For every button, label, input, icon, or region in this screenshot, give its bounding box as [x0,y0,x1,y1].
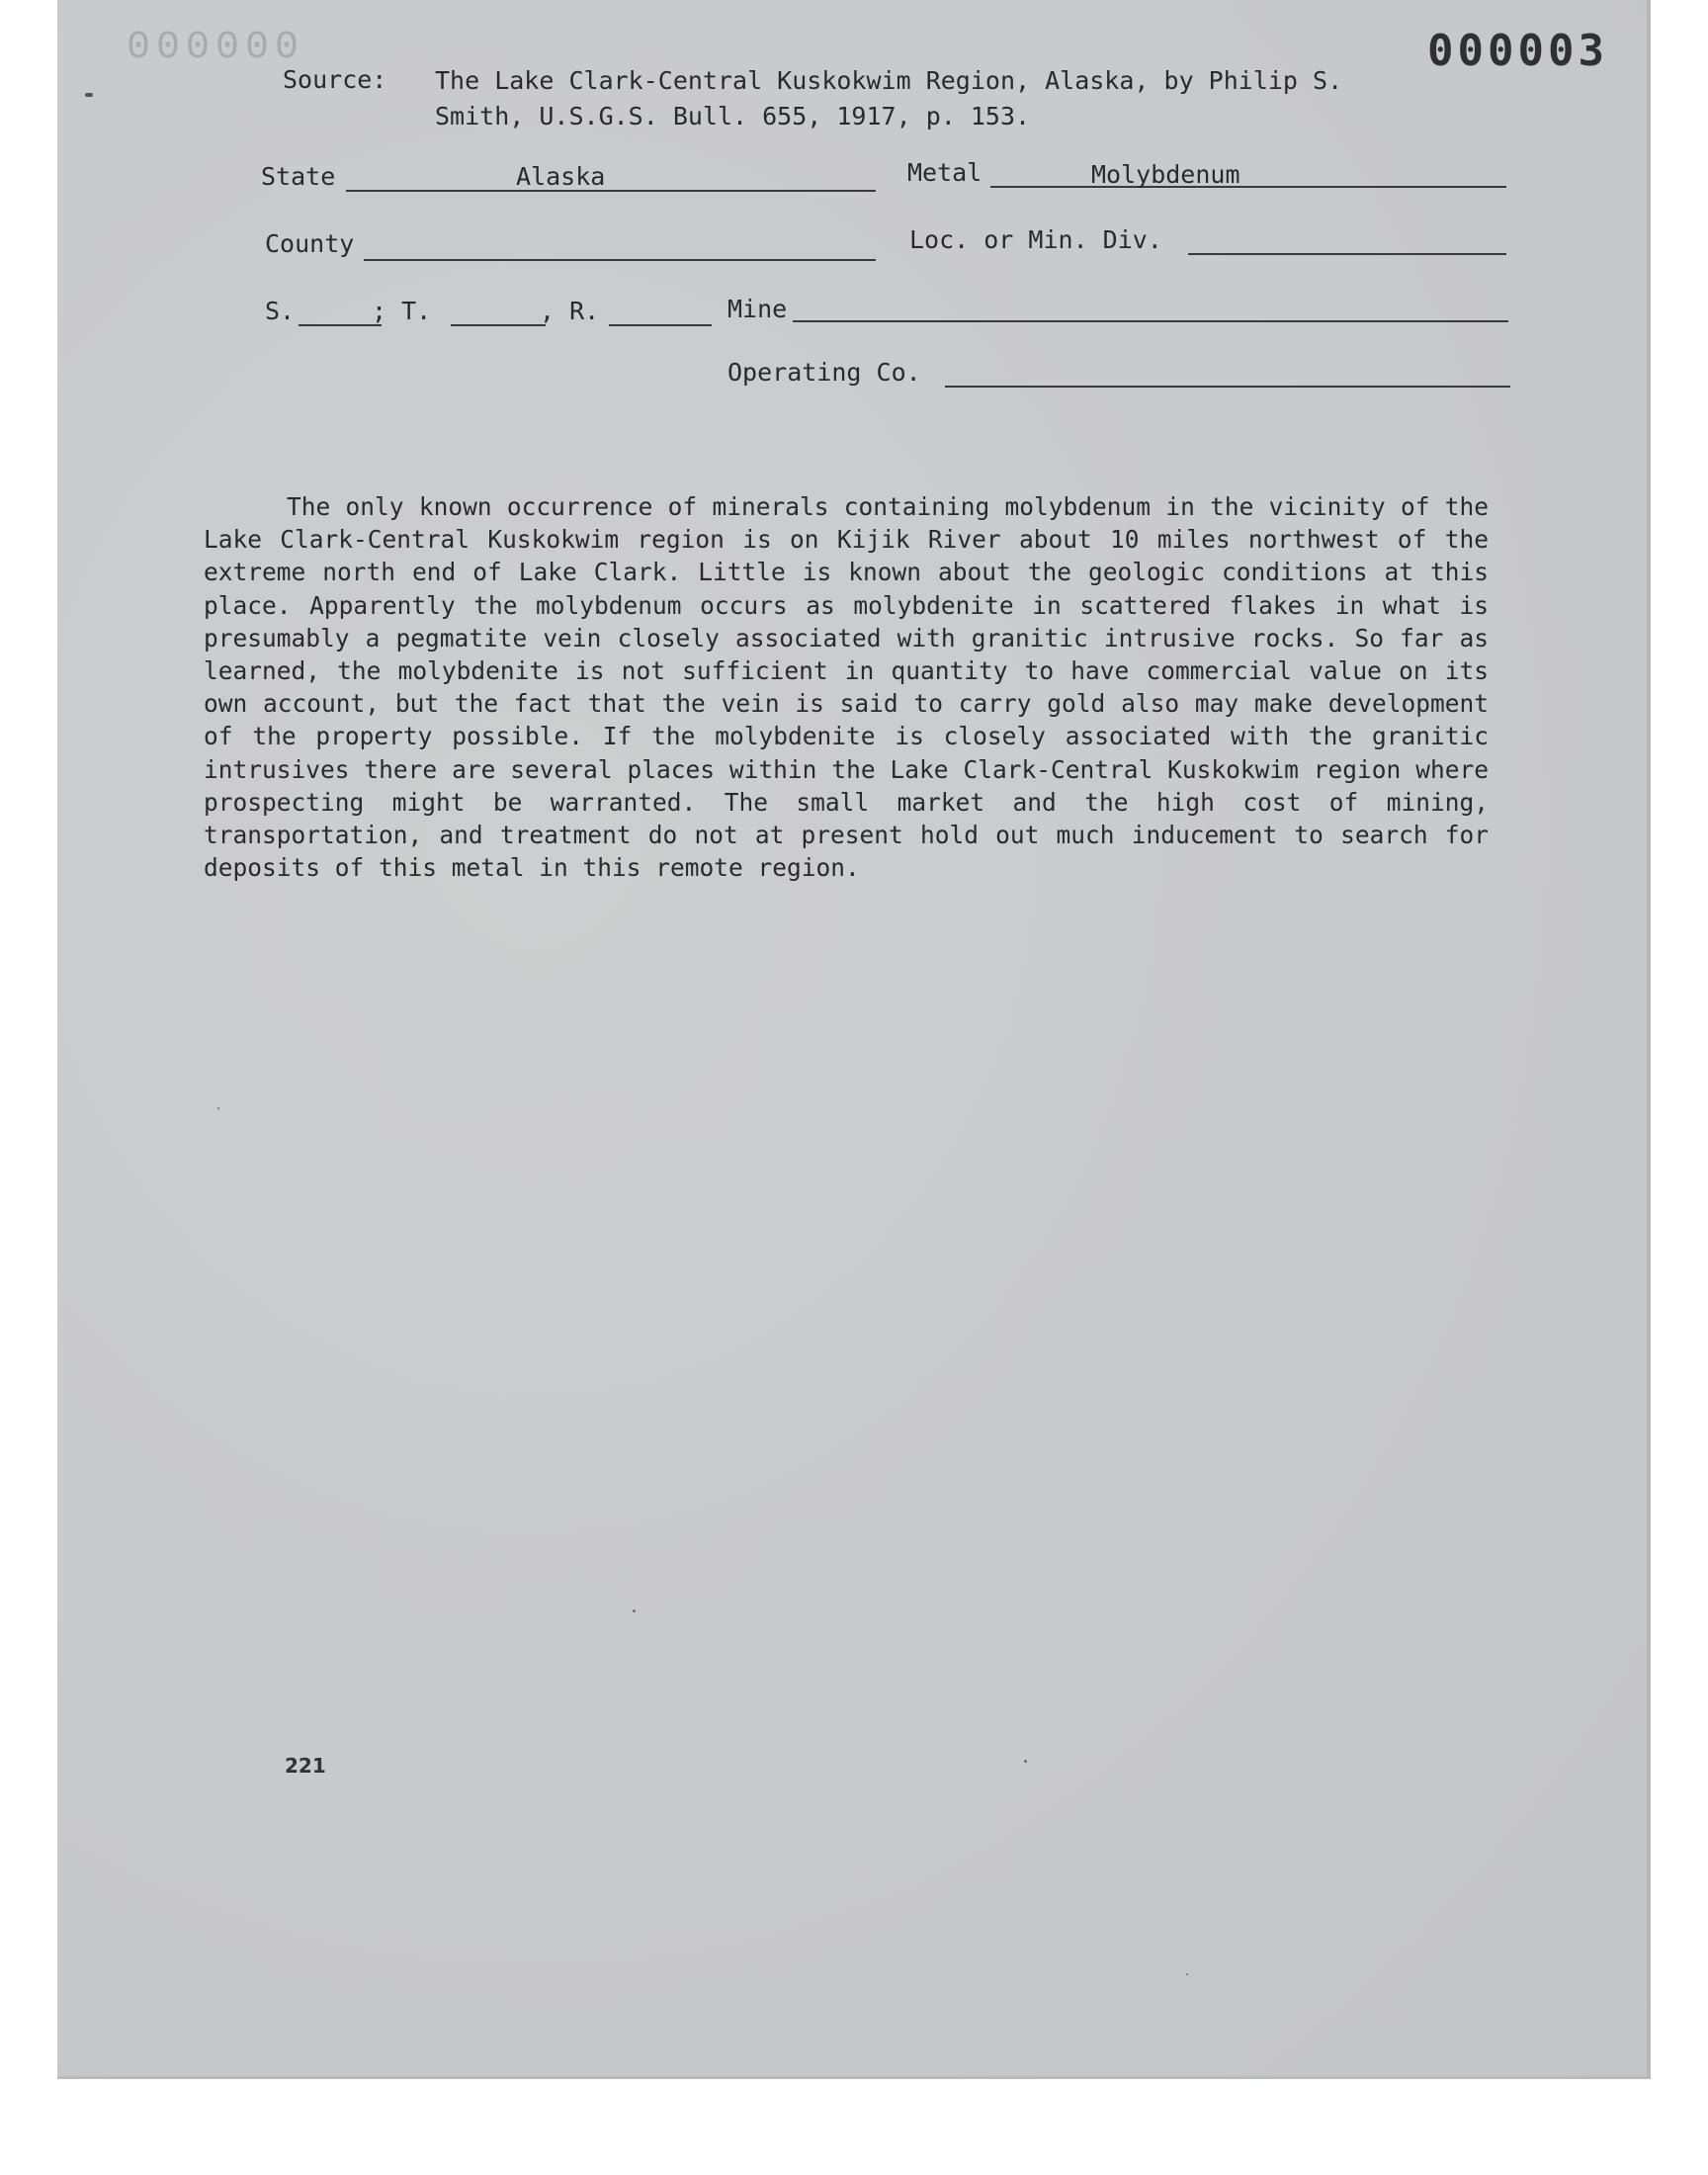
range-label: , R. [540,297,600,325]
section-label: S. [265,297,296,325]
operating-co-line [945,386,1510,388]
state-value: Alaska [516,162,606,191]
county-label: County [265,229,355,258]
section-line [299,324,382,326]
metal-value: Molybdenum [1091,160,1240,189]
document-sheet [57,0,1651,2079]
mine-line [793,320,1508,322]
state-line [346,190,876,192]
scan-speck [633,1610,636,1612]
scan-speck [1024,1760,1027,1763]
document-number: 000003 [1427,26,1608,76]
scan-mark [85,93,93,97]
scan-speck [217,1107,219,1109]
loc-line [1188,253,1506,255]
county-line [364,259,876,261]
body-paragraph: The only known occurrence of minerals containing molybdenum in the vicinity of the Lake Clark-Central Kuskokwim region is on Kijik River about 10 miles northwest of the extreme north end of Lake Clark. Little is known about the geologic conditions at this place. Apparently the molybdenum occurs as molybdenite in scattered flakes in what is presumably a pegmatite vein closely associated with granitic intrusive rocks. So far as learned, the molybdenite is not sufficient in quantity to have commercial value on its own account, but the fact that the vein is said to carry gold also may make development of the property possible. If the molybdenite is closely associated with the granitic intrusives there are several places within the Lake Clark-Central Kuskokwim region where prospecting might be warranted. The small market and the high cost of mining, transportation, and treatment do not at present hold out much inducement to search for deposits of this metal in this remote region. [204,492,1489,883]
metal-line [990,186,1506,188]
mine-label: Mine [727,295,788,323]
metal-label: Metal [907,158,982,187]
state-label: State [261,162,336,191]
township-line [451,324,546,326]
operating-co-label: Operating Co. [727,358,921,387]
source-citation: The Lake Clark-Central Kuskokwim Region, Alaska, by Philip S. Smith, U.S.G.S. Bull. 655, 1917, p. 153. [435,66,1343,130]
source-label: Source: [283,65,387,94]
faint-stamp-number: 000000 [127,26,305,70]
scan-speck [1186,1973,1188,1975]
township-label: ; T. [372,297,432,325]
range-line [609,324,712,326]
page-number: 221 [285,1754,326,1778]
loc-label: Loc. or Min. Div. [909,225,1162,254]
